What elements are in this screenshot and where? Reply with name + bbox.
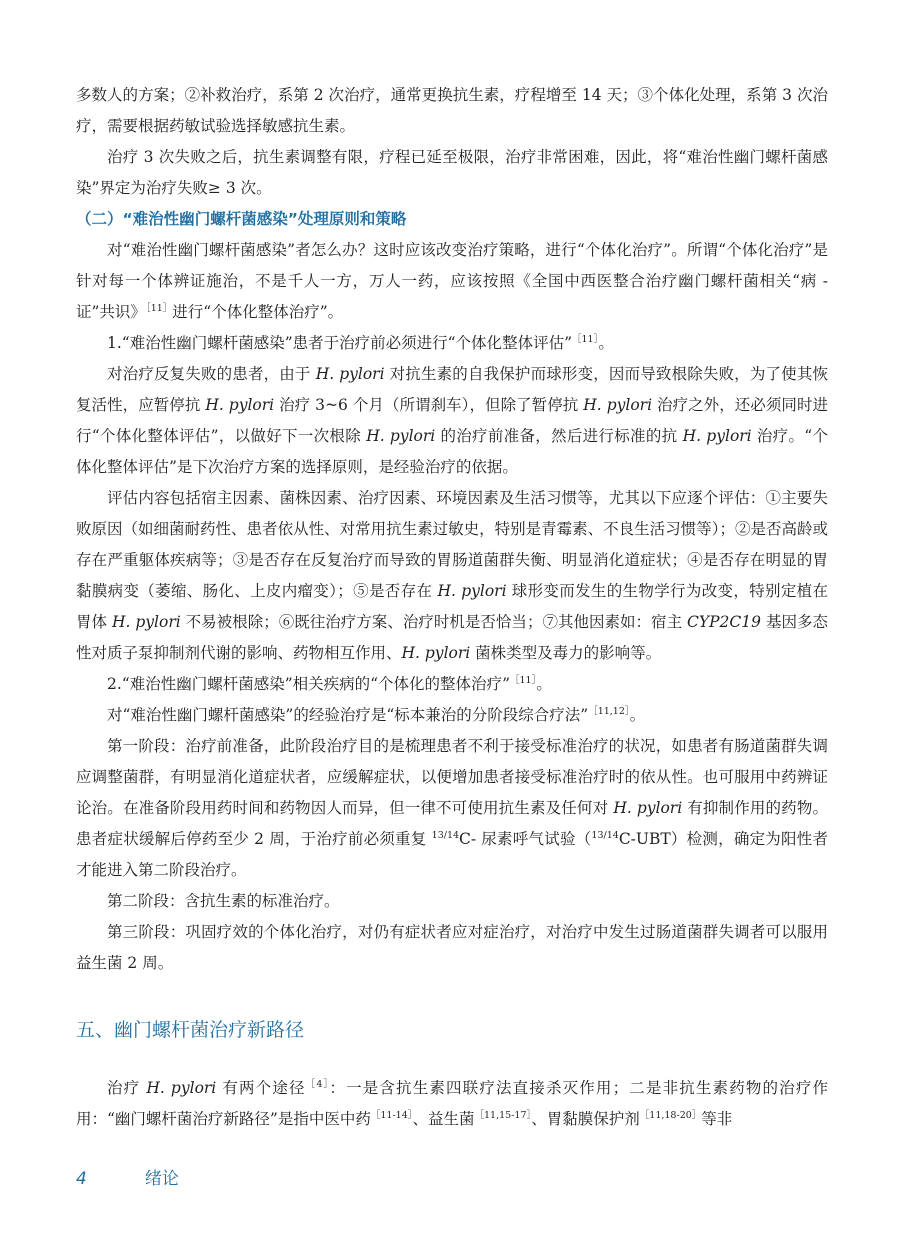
isotope-superscript: 13/14 — [591, 830, 619, 841]
citation-reference: ［11］ — [572, 334, 599, 345]
text-run: 基因多态性对质子泵抑制剂代谢的影响、药物相互作用、 — [76, 613, 828, 662]
page-footer — [76, 1164, 179, 1189]
citation-reference: ［11,18-20］ — [639, 1110, 702, 1121]
text-run: 球形变而发生的生物学行为改变，特别定植在胃体 — [76, 582, 828, 631]
text-run: C- 尿素呼气试验（ — [459, 830, 592, 848]
body-paragraph — [76, 142, 828, 204]
text-run: 第一阶段：治疗前准备，此阶段治疗目的是梳理患者不利于接受标准治疗的状况，如患者有肠道菌群失调应调整菌群，有明显消化道症状者，应缓解症状，以便增加患者接受标准治疗时的依从性。也可服用中药辨证论治。在准备阶段用药时间和药物因人而异，但一律不可使用抗生素及任何对 — [76, 737, 828, 817]
text-run: 治疗。“个体化整体评估”是下次治疗方案的选择原则，是经验治疗的依据。 — [76, 427, 828, 476]
text-run: 、胃黏膜保护剂 — [531, 1110, 640, 1128]
text-run: 治疗 3 次失败之后，抗生素调整有限，疗程已延至极限，治疗非常困难，因此，将“难治性幽门螺杆菌感染”界定为治疗失败≥ 3 次。 — [76, 148, 828, 197]
body-paragraph — [76, 235, 828, 328]
isotope-superscript: 13/14 — [431, 830, 460, 841]
text-run: 1.“难治性幽门螺杆菌感染”患者于治疗前必须进行“个体化整体评估” — [107, 334, 572, 352]
text-run: 2.“难治性幽门螺杆菌感染”相关疾病的“个体化的整体治疗” — [107, 675, 510, 693]
citation-reference: ［11-14］ — [370, 1110, 413, 1121]
section-heading: 五、幽门螺杆菌治疗新路径 — [76, 1019, 305, 1041]
text-run: ：一是含抗生素四联疗法直接杀灭作用；二是非抗生素药物的治疗作用：“幽门螺杆菌治疗新路径”是指中医中药 — [76, 1079, 828, 1128]
text-run: 有两个途径 — [216, 1079, 306, 1097]
text-run: 治疗 3~6 个月（所谓刹车），但除了暂停抗 — [274, 396, 584, 414]
citation-reference: ［11］ — [145, 303, 173, 314]
text-run: 多数人的方案；②补救治疗，系第 2 次治疗，通常更换抗生素，疗程增至 14 天；③个体化处理，系第 3 次治疗，需要根据药敏试验选择敏感抗生素。 — [76, 86, 828, 135]
page-content — [76, 80, 828, 1135]
citation-reference: ［4］ — [305, 1079, 330, 1090]
subsection-heading: （二）“难治性幽门螺杆菌感染”处理原则和策略 — [76, 210, 407, 228]
body-paragraph — [76, 80, 828, 142]
text-run: 治疗 — [107, 1079, 147, 1097]
italic-term: H. pylori — [146, 1079, 217, 1097]
text-run: 对“难治性幽门螺杆菌感染”的经验治疗是“标本兼治的分阶段综合疗法” — [107, 706, 589, 724]
body-paragraph — [76, 328, 828, 359]
text-run: C-UBT）检测，确定为阳性者才能进入第二阶段治疗。 — [76, 830, 828, 879]
italic-term: H. pylori — [613, 799, 683, 817]
text-run: 对抗生素的自我保护而球形变，因而导致根除失败，为了使其恢复活性，应暂停抗 — [76, 365, 828, 414]
text-run: 。 — [536, 675, 552, 693]
body-paragraph — [76, 731, 828, 886]
text-run: 不易被根除；⑥既往治疗方案、治疗时机是否恰当；⑦其他因素如：宿主 — [180, 613, 688, 631]
text-run: 的治疗前准备，然后进行标准的抗 — [435, 427, 683, 445]
citation-reference: ［11］ — [510, 675, 537, 686]
italic-term: CYP2C19 — [687, 613, 761, 631]
italic-term: H. pylori — [437, 582, 507, 600]
text-run: 对“难治性幽门螺杆菌感染”者怎么办？这时应该改变治疗策略，进行“个体化治疗”。所谓“个体化治疗”是针对每一个体辨证施治，不是千人一方，万人一药，应该按照《全国中西医整合治疗幽门螺杆菌相关“病 - 证”共识》 — [76, 241, 828, 321]
italic-term: H. pylori — [111, 613, 181, 631]
text-run: 第二阶段：含抗生素的标准治疗。 — [107, 892, 340, 910]
body-paragraph — [76, 917, 828, 979]
text-run: 菌株类型及毒力的影响等。 — [470, 644, 662, 662]
body-paragraph — [76, 359, 828, 483]
text-run: 等非 — [701, 1110, 733, 1128]
text-run: 有抑制作用的药物。患者症状缓解后停药至少 2 周，于治疗前必须重复 — [76, 799, 828, 848]
italic-term: H. pylori — [315, 365, 385, 383]
body-paragraph — [76, 886, 828, 917]
text-run: 、益生菌 — [412, 1110, 475, 1128]
italic-term: H. pylori — [401, 644, 471, 662]
text-run: 第三阶段：巩固疗效的个体化治疗，对仍有症状者应对症治疗，对治疗中发生过肠道菌群失调者可以服用益生菌 2 周。 — [76, 923, 828, 972]
body-paragraph — [76, 700, 828, 731]
running-title: 绪论 — [144, 1169, 179, 1189]
body-paragraph — [76, 483, 828, 669]
page-number: 4 — [76, 1169, 87, 1189]
italic-term: H. pylori — [366, 427, 436, 445]
italic-term: H. pylori — [583, 396, 653, 414]
citation-reference: ［11,15-17］ — [474, 1110, 532, 1121]
italic-term: H. pylori — [205, 396, 275, 414]
text-run: 进行“个体化整体治疗”。 — [172, 303, 344, 321]
text-run: 。 — [629, 706, 646, 724]
text-run: 。 — [598, 334, 614, 352]
text-run: 对治疗反复失败的患者，由于 — [107, 365, 316, 383]
text-run: 评估内容包括宿主因素、菌株因素、治疗因素、环境因素及生活习惯等，尤其以下应逐个评估：①主要失败原因（如细菌耐药性、患者依从性、对常用抗生素过敏史，特别是青霉素、不良生活习惯等）；②是否高龄或存在严重躯体疾病等；③是否存在反复治疗而导致的胃肠道菌群失衡、明显消化道症状；④是否存在明显的胃黏膜病变（萎缩、肠化、上皮内瘤变）；⑤是否存在 — [76, 489, 828, 600]
text-run: 治疗之外，还必须同时进行“个体化整体评估”，以做好下一次根除 — [76, 396, 828, 445]
body-paragraph — [76, 1073, 828, 1135]
body-paragraph — [76, 669, 828, 700]
italic-term: H. pylori — [682, 427, 752, 445]
citation-reference: ［11,12］ — [588, 706, 630, 717]
